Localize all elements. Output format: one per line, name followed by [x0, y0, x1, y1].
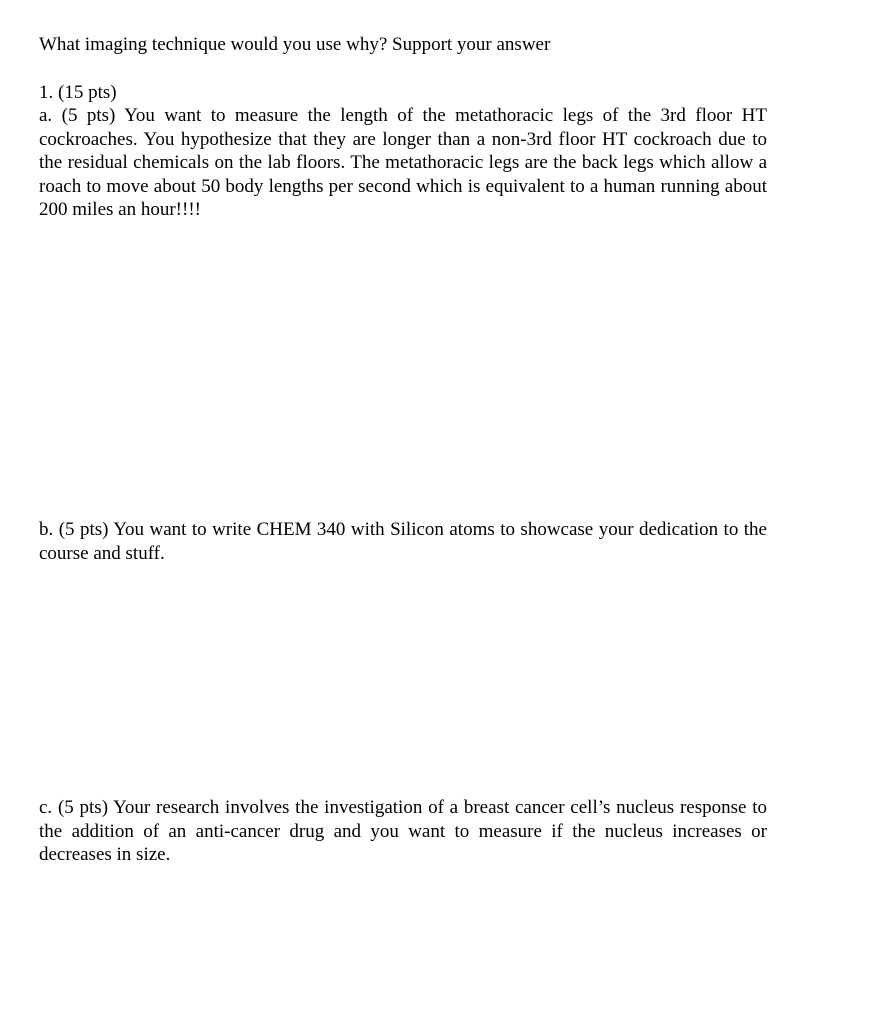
question-1b-text: b. (5 pts) You want to write CHEM 340 with Silicon atoms to showcase your dedication to the course and stuff. — [39, 519, 767, 564]
page-heading: What imaging technique would you use why? Support your answer — [39, 34, 551, 55]
question-1-label: 1. (15 pts) — [39, 82, 117, 103]
question-1a-text: a. (5 pts) You want to measure the length of the metathoracic legs of the 3rd floor HT cockroaches. You hypothesize that they are longer than a non-3rd floor HT cockroach due to the residual chemicals on the lab floors. The metathoracic legs are the back legs which allow a roach to move about 50 body lengths per second which is equivalent to a human running about 200 miles an hour!!!! — [39, 105, 767, 220]
question-1c-text: c. (5 pts) Your research involves the investigation of a breast cancer cell’s nucleus response to the addition of an anti-cancer drug and you want to measure if the nucleus increases or decreases in size. — [39, 797, 767, 865]
